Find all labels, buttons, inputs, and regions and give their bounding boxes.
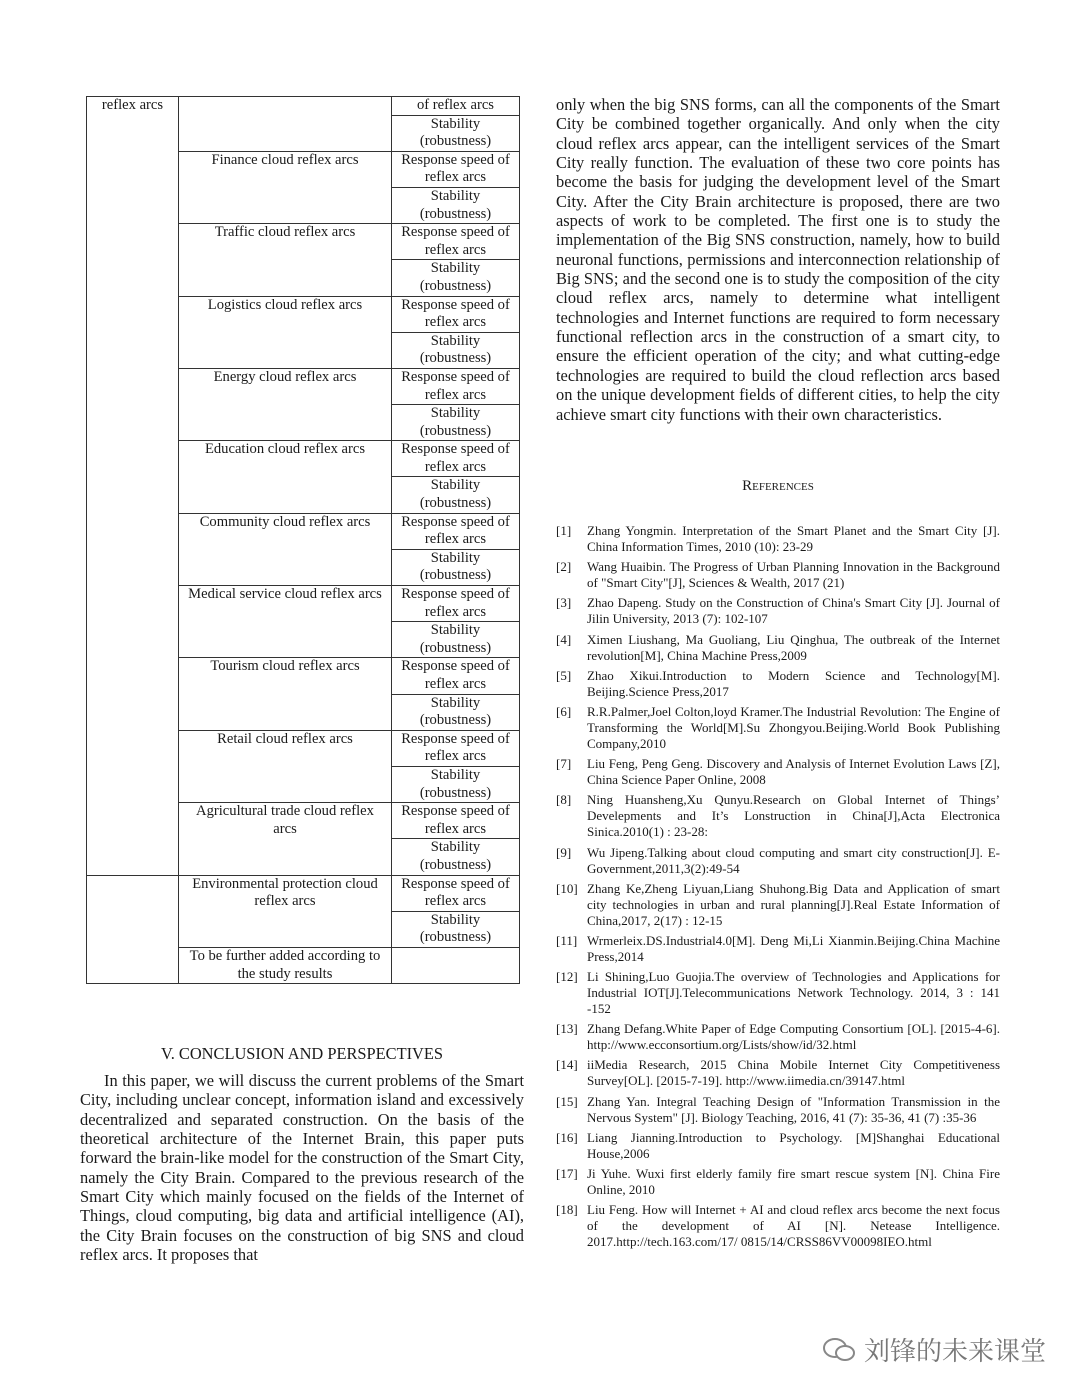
watermark (822, 1331, 1046, 1368)
metric-cell: Stability (robustness) (392, 332, 520, 368)
reference-text: Zhang Ke,Zheng Liyuan,Liang Shuhong.Big Data and Application of smart city technologies in urban and rural planning[J].Real Estate Information of China,2017, 2(17) : 12-15 (587, 880, 1000, 928)
reference-number: [9] (556, 844, 572, 860)
reflex-arcs-table (86, 96, 520, 984)
wechat-icon (822, 1337, 856, 1363)
metric-cell: Response speed of reflex arcs (392, 513, 520, 549)
metric-cell: Response speed of reflex arcs (392, 875, 520, 911)
reference-text: Zhao Dapeng. Study on the Construction of China's Smart City [J]. Journal of Jilin University, 2013 (7): 102-107 (587, 595, 1000, 627)
reference-item (556, 969, 1000, 1017)
reflex-arc-name-cell: Education cloud reflex arcs (179, 441, 392, 513)
reference-text: R.R.Palmer,Joel Colton,loyd Kramer.The Industrial Revolution: The Engine of Transforming the World[M].Su Zhongyou.Beijing.World Book Publishing Company,2010 (587, 703, 1000, 751)
reference-text: Zhang Yongmin. Interpretation of the Smart Planet and the Smart City [J]. China Information Times, 2010 (10): 23-29 (587, 523, 1000, 554)
reference-number: [15] (556, 1093, 578, 1109)
reflex-arc-name-cell: Logistics cloud reflex arcs (179, 296, 392, 368)
reference-item (556, 632, 1000, 664)
metric-cell: Stability (robustness) (392, 187, 520, 223)
reference-number: [8] (556, 792, 572, 808)
note-cell: To be further added according to the study results (179, 947, 392, 983)
metric-cell: Stability (robustness) (392, 911, 520, 947)
metric-cell: Stability (robustness) (392, 839, 520, 875)
reference-number: [11] (556, 932, 578, 948)
conclusion-paragraph: In this paper, we will discuss the current problems of the Smart City, including unclear concept, information island and excessively decentralized and separated construction. On the basis of the theoretical architecture of the Internet Brain, this paper puts forward the brain-like model for the construction of the Smart City, namely the City Brain. Compared to the previous research of the Smart City which mainly focused on the fields of the Internet of Things, cloud computing, big data and artificial intelligence (AI), the City Brain focuses on the construction of big SNS and cloud reflex arcs. It proposes that (80, 1071, 524, 1265)
reference-number: [10] (556, 880, 578, 896)
reflex-arc-name-cell: Medical service cloud reflex arcs (179, 586, 392, 658)
reference-item (556, 1094, 1000, 1126)
reference-text: Wu Jipeng.Talking about cloud computing and smart city construction[J]. E-Government,2011,3(2):49-54 (587, 844, 1000, 876)
reflex-arc-name-cell: Tourism cloud reflex arcs (179, 658, 392, 730)
empty-cell (392, 947, 520, 983)
reference-text: Zhang Defang.White Paper of Edge Computing Consortium [OL]. [2015-4-6]. http://www.ecconsortium.org/Lists/show/id/32.html (587, 1021, 1000, 1053)
reference-text: Wrmerleix.DS.Industrial4.0[M]. Deng Mi,Li Xianmin.Beijing.China Machine Press,2014 (587, 932, 1000, 964)
reflex-arc-name-cell: Finance cloud reflex arcs (179, 151, 392, 223)
reference-number: [2] (556, 559, 572, 575)
category-cell: reflex arcs (87, 97, 179, 876)
metric-cell: Stability (robustness) (392, 405, 520, 441)
metric-cell: Response speed of reflex arcs (392, 296, 520, 332)
reflex-arc-name-cell: Environmental protection cloud reflex arcs (179, 875, 392, 947)
references-list (556, 523, 1000, 1254)
reference-item (556, 1021, 1000, 1053)
reference-text: Ximen Liushang, Ma Guoliang, Liu Qinghua, The outbreak of the Internet revolution[M], China Machine Press,2009 (587, 631, 1000, 663)
reference-number: [4] (556, 631, 572, 647)
table-row (87, 97, 520, 116)
table-row (87, 875, 520, 911)
reference-text: Ning Huansheng,Xu Qunyu.Research on Global Internet of Things’ Develepments and It’s Lonstruction in China[J],Acta Electronica Sinica.2010(1) : 23-28: (587, 792, 1000, 840)
reference-item (556, 933, 1000, 965)
reference-number: [18] (556, 1202, 578, 1218)
reference-item (556, 756, 1000, 788)
metric-cell: Response speed of reflex arcs (392, 224, 520, 260)
reference-item (556, 792, 1000, 840)
reference-number: [6] (556, 703, 572, 719)
reflex-arc-name-cell: Traffic cloud reflex arcs (179, 224, 392, 296)
metric-cell: Stability (robustness) (392, 115, 520, 151)
watermark-text: 刘锋的未来课堂 (863, 1337, 1046, 1367)
reflex-arc-name-cell: Community cloud reflex arcs (179, 513, 392, 585)
reference-text: Liu Feng, Peng Geng. Discovery and Analysis of Internet Evolution Laws [Z], China Science Paper Online, 2008 (587, 756, 1000, 788)
reference-number: [16] (556, 1129, 578, 1145)
reference-text: Liang Jianning.Introduction to Psychology. [M]Shanghai Educational House,2006 (587, 1129, 1000, 1161)
reference-text: Zhang Yan. Integral Teaching Design of "Information Transmission in the Nervous System" [J]. Biology Teaching, 2016, 41 (7): 35-36, 41 (7) :35-36 (587, 1093, 1000, 1125)
reference-text: iiMedia Research, 2015 China Mobile Internet City Competitiveness Survey[OL]. [2015-7-19]. http://www.iimedia.cn/39147.html (587, 1057, 1000, 1089)
reference-item (556, 1130, 1000, 1162)
metric-cell: Stability (robustness) (392, 766, 520, 802)
reflex-arc-name-cell: Retail cloud reflex arcs (179, 730, 392, 802)
reference-item (556, 559, 1000, 591)
metric-cell: Response speed of reflex arcs (392, 803, 520, 839)
reference-text: Li Shining,Luo Guojia.The overview of Technologies and Applications for Industrial IOT[J].Telecommunications Network Technology. 2014, 3 : 141 -152 (587, 969, 1000, 1017)
metric-cell: Response speed of reflex arcs (392, 441, 520, 477)
category-cell (87, 875, 179, 984)
metric-cell: Response speed of reflex arcs (392, 151, 520, 187)
reference-item (556, 1166, 1000, 1198)
metric-cell: Stability (robustness) (392, 477, 520, 513)
metric-cell: Response speed of reflex arcs (392, 658, 520, 694)
reflex-arc-name-cell (179, 97, 392, 152)
reference-number: [14] (556, 1057, 578, 1073)
reference-text: Zhao Xikui.Introduction to Modern Science and Technology[M]. Beijing.Science Press,2017 (587, 667, 1000, 699)
metric-cell: Response speed of reflex arcs (392, 730, 520, 766)
reference-number: [12] (556, 969, 578, 985)
conclusion-paragraph-continued: only when the big SNS forms, can all the components of the Smart City be combined together organically. And only when the city cloud reflex arcs appear, can the intelligent services of the Smart City really function. The evaluation of these two core points has become the basis for judging the development level of the Smart City. After the City Brain architecture is proposed, there are two aspects of work to be completed. The first one is to study the implementation of the Big SNS construction, namely, how to build neuronal functions, permissions and interconnection relationship of Big SNS; and the second one is to study the composition of the city cloud reflex arcs, namely to determine what intelligent technologies and Internet functions are required to form necessary functional reflection arcs in the construction of a smart city, to ensure the efficient operation of the city; and what cutting-edge technologies are required to build the cloud reflection arcs based on the unique development fields of different cities, to help the city achieve smart city functions with their own characteristics. (556, 95, 1000, 424)
reference-item (556, 1057, 1000, 1089)
metric-cell: Stability (robustness) (392, 622, 520, 658)
reflex-arc-name-cell: Energy cloud reflex arcs (179, 368, 392, 440)
reference-text: Ji Yuhe. Wuxi first elderly family fire smart rescue system [N]. China Fire Online, 2010 (587, 1166, 1000, 1197)
metric-cell: Stability (robustness) (392, 260, 520, 296)
reference-item (556, 1202, 1000, 1250)
metric-cell: Stability (robustness) (392, 694, 520, 730)
reference-item (556, 523, 1000, 555)
reference-number: [3] (556, 595, 572, 611)
reflex-arc-name-cell: Agricultural trade cloud reflex arcs (179, 803, 392, 875)
reference-item (556, 704, 1000, 752)
reference-number: [13] (556, 1021, 578, 1037)
reference-item (556, 845, 1000, 877)
reference-number: [5] (556, 667, 572, 683)
reference-text: Wang Huaibin. The Progress of Urban Planning Innovation in the Background of "Smart City"[J], Sciences & Wealth, 2017 (21) (587, 559, 1000, 591)
reference-number: [1] (556, 523, 572, 538)
metric-cell: Response speed of reflex arcs (392, 368, 520, 404)
reference-item (556, 881, 1000, 929)
section-heading: V. CONCLUSION AND PERSPECTIVES (160, 1044, 444, 1063)
reference-number: [7] (556, 756, 572, 772)
metric-cell: of reflex arcs (392, 97, 520, 116)
metric-cell: Stability (robustness) (392, 549, 520, 585)
reference-item (556, 668, 1000, 700)
metric-cell: Response speed of reflex arcs (392, 586, 520, 622)
reference-item (556, 595, 1000, 627)
reference-text: Liu Feng. How will Internet + AI and cloud reflex arcs become the next focus of the development of AI [N]. Netease Intelligence. 2017.http://tech.163.com/17/ 0815/14/CRSS86VV00098IEO.html (587, 1202, 1000, 1250)
reference-number: [17] (556, 1166, 578, 1181)
references-heading: References (742, 478, 814, 494)
